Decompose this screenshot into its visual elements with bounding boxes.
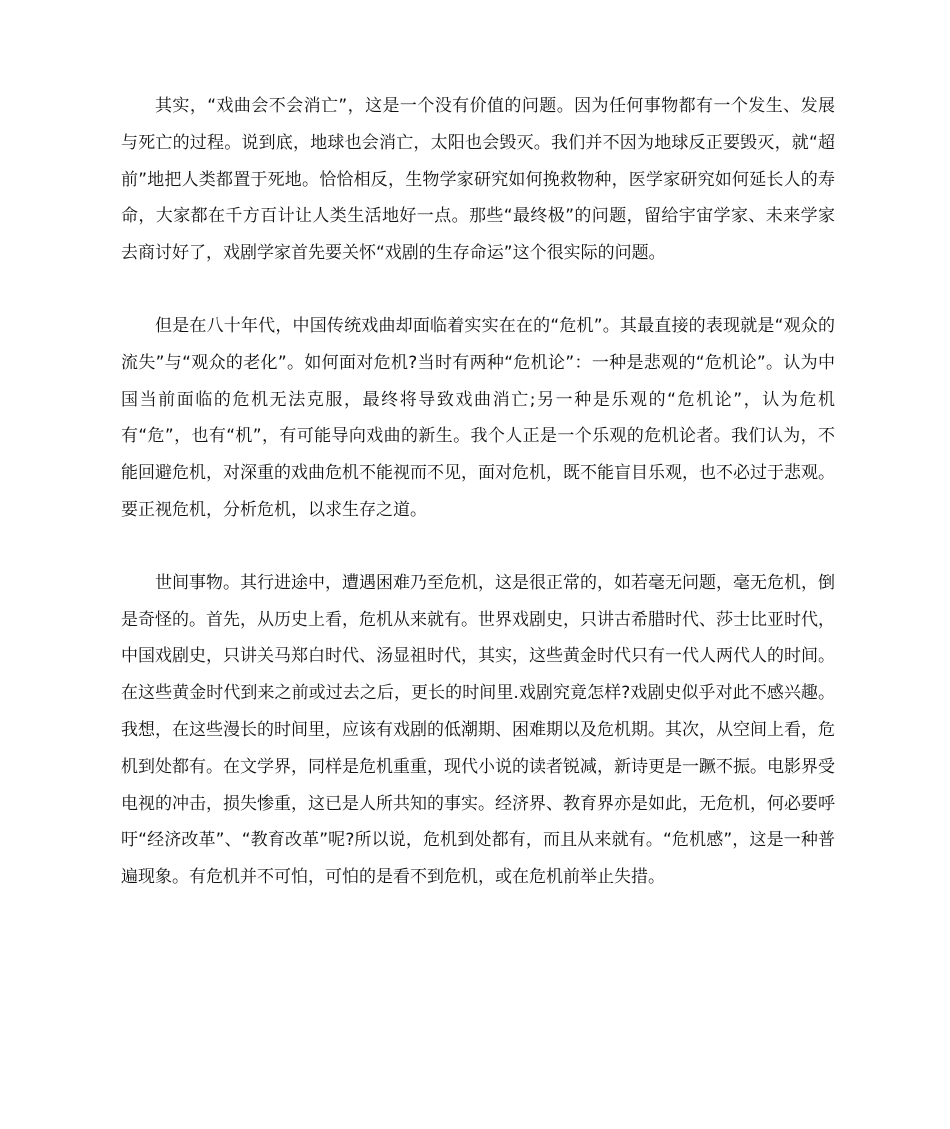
paragraph-3: 世间事物。其行进途中，遭遇困难乃至危机，这是很正常的，如若毫无问题，毫无危机，倒是奇怪的。首先，从历史上看，危机从来就有。世界戏剧史，只讲古希腊时代、莎士比亚时代，中国戏剧史，只讲关马郑白时代、汤显祖时代，其实，这些黄金时代只有一代人两代人的时间。在这些黄金时代到来之前或过去之后，更长的时间里.戏剧究竟怎样?戏剧史似乎对此不感兴趣。我想，在这些漫长的时间里，应该有戏剧的低潮期、困难期以及危机期。其次，从空间上看，危机到处都有。在文学界，同样是危机重重，现代小说的读者锐减，新诗更是一蹶不振。电影界受电视的冲击，损失惨重，这已是人所共知的事实。经济界、教育界亦是如此，无危机，何必要呼吁“经济改革”、“教育改革”呢?所以说，危机到处都有，而且从来就有。“危机感”，这是一种普遍现象。有危机并不可怕，可怕的是看不到危机，或在危机前举止失措。: [121, 572, 835, 888]
document-page: [121, 88, 835, 932]
paragraph-2: 但是在八十年代，中国传统戏曲却面临着实实在在的“危机”。其最直接的表现就是“观众的流失”与“观众的老化”。如何面对危机?当时有两种“危机论”：一种是悲观的“危机论”。认为中国当前面临的危机无法克服，最终将导致戏曲消亡;另一种是乐观的“危机论”，认为危机有“危”，也有“机”，有可能导向戏曲的新生。我个人正是一个乐观的危机论者。我们认为，不能回避危机，对深重的戏曲危机不能视而不见，面对危机，既不能盲目乐观，也不必过于悲观。要正视危机，分析危机，以求生存之道。: [121, 315, 835, 520]
paragraph-1: 其实，“戏曲会不会消亡”，这是一个没有价值的问题。因为任何事物都有一个发生、发展与死亡的过程。说到底，地球也会消亡，太阳也会毁灭。我们并不因为地球反正要毁灭，就“超前”地把人类都置于死地。恰恰相反，生物学家研究如何挽救物种，医学家研究如何延长人的寿命，大家都在千方百计让人类生活地好一点。那些“最终极”的问题，留给宇宙学家、未来学家去商讨好了，戏剧学家首先要关怀“戏剧的生存命运”这个很实际的问题。: [121, 96, 835, 264]
